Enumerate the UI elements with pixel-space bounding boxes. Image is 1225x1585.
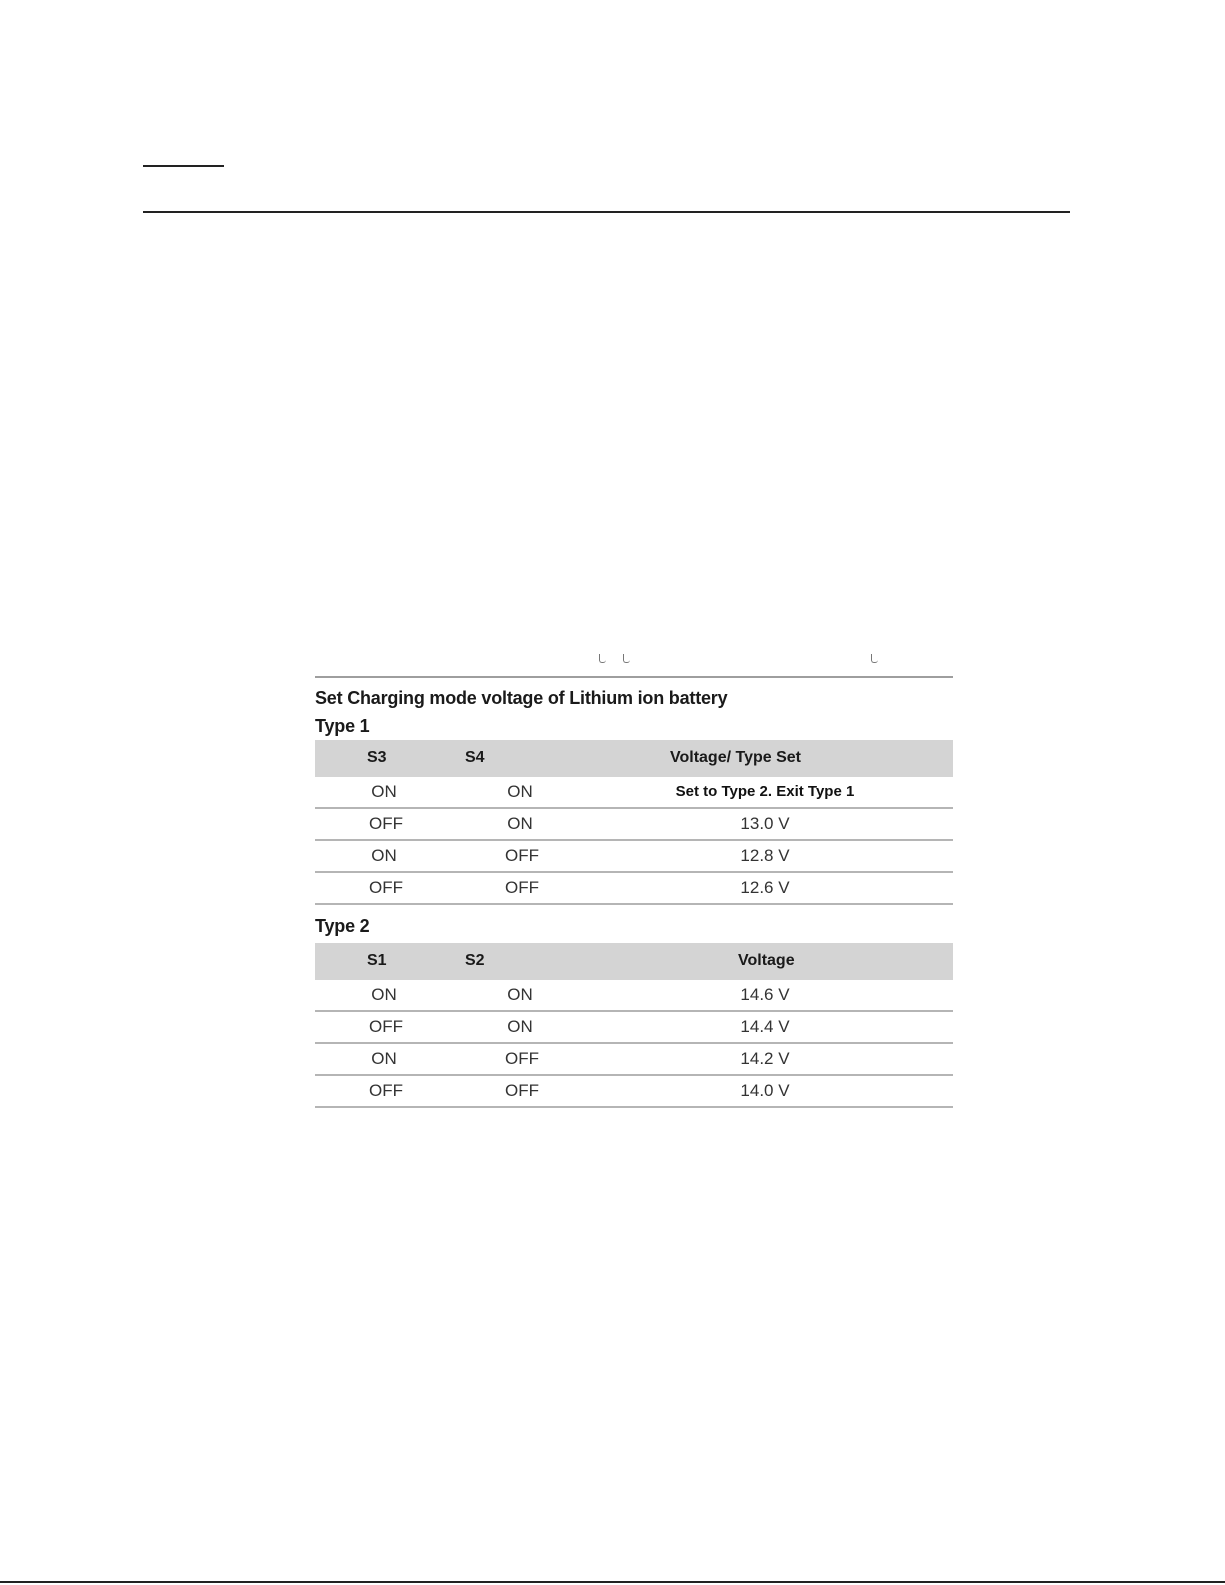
type1-row3-s4: OFF	[505, 846, 539, 865]
descender-glyph	[599, 654, 606, 663]
type1-row2-s3: OFF	[369, 814, 403, 833]
type1-header-s4: S4	[465, 749, 485, 766]
type2-row2-s2: ON	[507, 1017, 533, 1036]
type2-row2-s1: OFF	[369, 1017, 403, 1036]
header-short-rule	[143, 165, 224, 167]
type1-row1-s3: ON	[371, 782, 397, 801]
figure-top-rule	[315, 676, 953, 678]
type2-header-voltage: Voltage	[738, 952, 795, 969]
cropped-text-fragment	[315, 650, 953, 668]
type1-table	[315, 740, 953, 905]
type1-header-s3: S3	[367, 749, 387, 766]
page-bottom-rule	[0, 1581, 1225, 1583]
type1-row4-voltage: 12.6 V	[740, 878, 790, 897]
type1-row4-s4: OFF	[505, 878, 539, 897]
battery-voltage-figure	[315, 650, 953, 1125]
type1-row	[315, 809, 953, 841]
type1-header-voltage: Voltage/ Type Set	[670, 749, 801, 766]
type2-row4-s2: OFF	[505, 1081, 539, 1100]
type2-row1-s1: ON	[371, 985, 397, 1004]
type1-header-row	[315, 740, 953, 777]
type1-row	[315, 777, 953, 809]
type2-row	[315, 1044, 953, 1076]
type1-row1-s4: ON	[507, 782, 533, 801]
type2-row	[315, 1076, 953, 1108]
type2-header-s1: S1	[367, 952, 387, 969]
type1-row4-s3: OFF	[369, 878, 403, 897]
type2-row3-s2: OFF	[505, 1049, 539, 1068]
type1-row3-s3: ON	[371, 846, 397, 865]
type2-header-row	[315, 943, 953, 980]
type2-row1-voltage: 14.6 V	[740, 985, 790, 1004]
type1-row1-voltage: Set to Type 2. Exit Type 1	[675, 783, 855, 800]
type2-row	[315, 980, 953, 1012]
type1-row	[315, 841, 953, 873]
type1-row2-s4: ON	[507, 814, 533, 833]
type2-table	[315, 943, 953, 1108]
type1-row3-voltage: 12.8 V	[740, 846, 790, 865]
type1-label: Type 1	[315, 716, 370, 736]
type2-row1-s2: ON	[507, 985, 533, 1004]
type2-row	[315, 1012, 953, 1044]
type2-row3-voltage: 14.2 V	[740, 1049, 790, 1068]
type2-label: Type 2	[315, 916, 370, 936]
type2-row4-voltage: 14.0 V	[740, 1081, 790, 1100]
type2-header-s2: S2	[465, 952, 485, 969]
type1-row2-voltage: 13.0 V	[740, 814, 790, 833]
type2-row2-voltage: 14.4 V	[740, 1017, 790, 1036]
section-title: Set Charging mode voltage of Lithium ion battery	[315, 688, 728, 708]
type2-row3-s1: ON	[371, 1049, 397, 1068]
descender-glyph	[871, 654, 878, 663]
type2-row4-s1: OFF	[369, 1081, 403, 1100]
descender-glyph	[623, 654, 630, 663]
type1-row	[315, 873, 953, 905]
header-long-rule	[143, 211, 1070, 213]
